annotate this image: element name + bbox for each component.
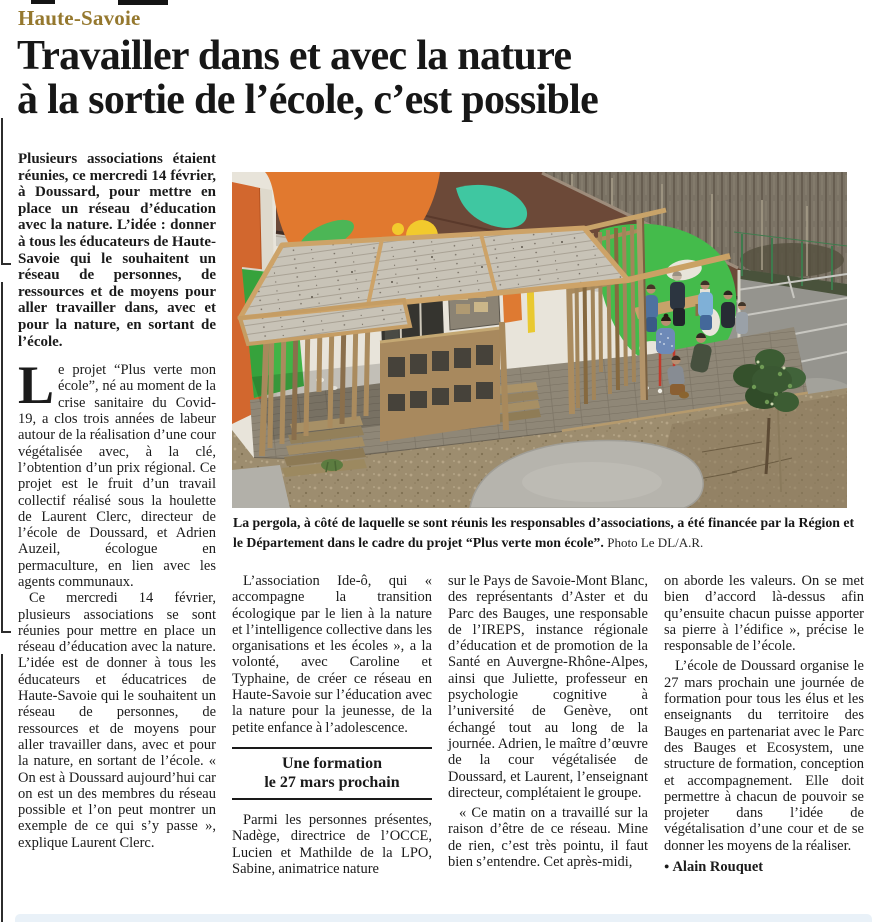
column-rule	[1, 654, 3, 922]
drop-cap: L	[18, 355, 53, 416]
subheading-line1: Une formation	[282, 754, 382, 772]
text-column-3	[664, 573, 864, 877]
column-rule	[1, 282, 3, 633]
body-paragraph: « Ce matin on a travaillé sur la raison d’être de ce réseau. Mine de rien, c’est très pointu, il faut bien s’entendre. Cet après-midi,	[448, 805, 648, 871]
article-photo	[232, 172, 847, 508]
headline-line2: à la sortie de l’école, c’est possible	[17, 77, 599, 123]
text-column-2	[448, 573, 648, 877]
headline-line1: Travailler dans et avec la nature	[17, 33, 572, 79]
subheading	[232, 747, 432, 800]
column-rule-tick	[2, 631, 11, 633]
lede-paragraph: Plusieurs associations étaient réunies, ce mercredi 14 février, à Doussard, pour mettre en place un réseau d’éducation avec la nature. L’idée : donner à tous les éducateurs de Haute-Savoie qui le souhaitent un réseau de personnes, de ressources et de moyens pour aller travailler dans, avec et pour la nature, en sortant de l’école.	[18, 151, 216, 350]
photo-illustration	[232, 172, 847, 508]
next-article-photo-edge	[15, 914, 872, 922]
photo-credit: Photo Le DL/A.R.	[607, 535, 704, 550]
byline-name: Alain Rouquet	[672, 859, 764, 876]
body-paragraph: Ce mercredi 14 février, plusieurs associations se sont réunies pour mettre en place un réseau d’éducation avec la nature. L’idée est de donner à tous les éducateurs et éducatrices de Haute-Savoie qui le souhaitent un réseau de personnes, de ressources et de moyens pour aller travailler dans, avec et pour la nature, en sortant de l’école. « On est à Doussard aujourd’hui car on est un des membres du réseau possible et l’on peut montrer un exemple de ce qui s’y passe », explique Laurent Clerc.	[18, 590, 216, 851]
byline-bullet-icon: ●	[664, 861, 670, 872]
body-paragraph: Parmi les personnes présentes, Nadège, directrice de l’OCCE, Lucien et Mathilde de la LPO, Sabine, animatrice nature	[232, 811, 432, 877]
shrub	[321, 459, 343, 471]
body-paragraph-dropcap	[18, 355, 216, 590]
subheading-line2: le 27 mars prochain	[264, 773, 400, 791]
cropped-text-fragment	[118, 0, 168, 5]
photo-caption	[233, 513, 861, 553]
text-column-1	[232, 573, 432, 877]
caption-text: La pergola, à côté de laquelle se sont réunis les responsables d’associations, a été financée par la Région et le Département dans le cadre du projet “Plus verte mon école”.	[233, 515, 855, 550]
column-rule-tick	[2, 263, 11, 265]
body-paragraph: sur le Pays de Savoie-Mont Blanc, des représentants d’Aster et du Parc des Bauges, une responsable de l’IREPS, instance régionale d’éducation et de promotion de la Santé en Auvergne-Rhône-Alpes, ainsi que Juliette, professeur en psychologie cognitive à l’université de Genève, ont échangé tout au long de la journée. Adrien, le maître d’œuvre de la cour végétalisée de Doussard, et Laurent, l’enseignant directeur, complétaient le groupe.	[448, 573, 648, 801]
body-paragraph: on aborde les valeurs. On se met bien d’accord là-dessus afin qu’ensuite chacun puisse apporter sa pierre à l’édifice », précise le responsable de l’école.	[664, 573, 864, 655]
body-paragraph: L’association Ide-ô, qui « accompagne la transition écologique par le lien à la nature et l’intelligence collective dans les organisations et les écoles », a la volonté, avec Caroline et Typhaine, de créer ce réseau en Haute-Savoie sur l’éducation avec la nature pour la jeunesse, de la petite enfance à l’adolescence.	[232, 573, 432, 736]
article-columns	[232, 573, 864, 877]
headline	[17, 34, 877, 122]
body-paragraph: L’école de Doussard organise le 27 mars prochain une journée de formation pour tous les élus et les enseignants du territoire des Bauges en partenariat avec le Parc des Bauges et Ecosystem, une structure de formation, conception et accompagnement. Elle doit permettre à chacun de pouvoir se projeter dans l’idée de végétalisation d’une cour et de se donner les moyens de la réaliser.	[664, 658, 864, 854]
byline	[664, 859, 864, 876]
section-kicker: Haute-Savoie	[18, 6, 141, 30]
paragraph-text: e projet “Plus verte mon école”, né au moment de la crise sanitaire du Covid-19, a clos trois années de labeur autour de la réalisation d’une cour végétalisée avec, à la clé, l’obtention d’un prix régional. Ce projet est le fruit d’un travail collectif réalisé sous la houlette de Laurent Clerc, directeur de l’école de Doussard, et Adrien Auzeil, écologue en permaculture, en lien avec les agents communaux.	[18, 362, 216, 590]
column-rule	[1, 118, 3, 265]
cropped-text-fragment	[31, 0, 55, 4]
left-column	[18, 151, 216, 851]
